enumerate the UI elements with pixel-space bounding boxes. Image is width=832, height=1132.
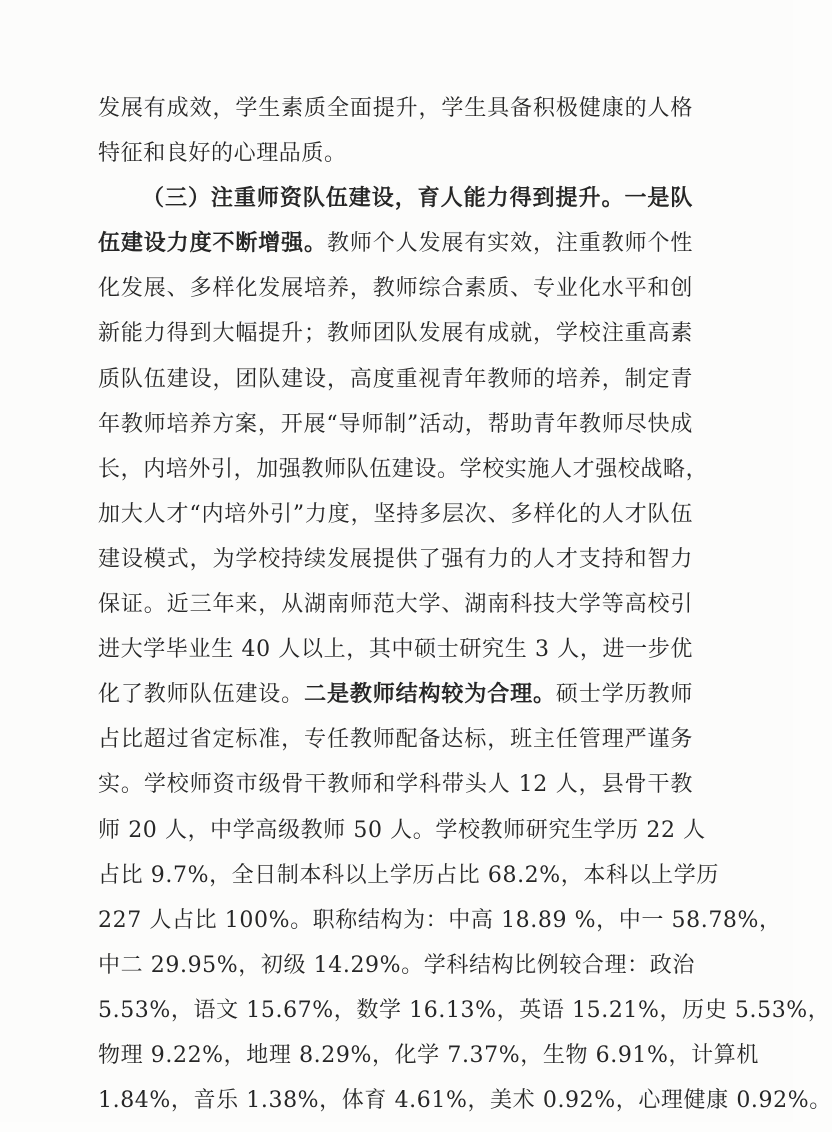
text-line: 进大学毕业生 40 人以上，其中硕士研究生 3 人，进一步优 bbox=[98, 637, 693, 663]
point-heading: 二是教师结构较为合理。 bbox=[304, 682, 556, 708]
point-heading: 伍建设力度不断增强。 bbox=[98, 231, 327, 257]
text-line: 师 20 人，中学高级教师 50 人。学校教师研究生学历 22 人 bbox=[98, 817, 706, 843]
text-span: 教师个人发展有实效，注重教师个性 bbox=[326, 231, 693, 257]
text-span: 硕士学历教师 bbox=[555, 682, 693, 708]
text-line: 质队伍建设，团队建设，高度重视青年教师的培养，制定青 bbox=[98, 366, 693, 392]
text-line: 建设模式，为学校持续发展提供了强有力的人才支持和智力 bbox=[98, 546, 693, 572]
text-line: 特征和良好的心理品质。 bbox=[98, 141, 347, 167]
text-line: 长，内培外引，加强教师队伍建设。学校实施人才强校战略， bbox=[98, 456, 709, 482]
body-text bbox=[98, 95, 832, 1132]
section-heading: （三）注重师资队伍建设，育人能力得到提升。一是队 bbox=[142, 186, 693, 212]
text-line: 5.53%，语文 15.67%，数学 16.13%，英语 15.21%，历史 5.53%， bbox=[98, 997, 831, 1023]
text-line: 新能力得到大幅提升；教师团队发展有成就，学校注重高素 bbox=[98, 321, 693, 347]
text-line: 占比 9.7%，全日制本科以上学历占比 68.2%，本科以上学历 bbox=[98, 862, 719, 888]
text-line: 发展有成效，学生素质全面提升，学生具备积极健康的人格 bbox=[98, 96, 693, 121]
section-heading-line bbox=[98, 185, 693, 213]
text-line: 227 人占比 100%。职称结构为：中高 18.89 %，中一 58.78%， bbox=[98, 907, 782, 933]
text-line bbox=[98, 230, 693, 258]
text-line: 1.84%，音乐 1.38%，体育 4.61%，美术 0.92%，心理健康 0.92%。 bbox=[98, 1088, 832, 1114]
text-line: 保证。近三年来，从湖南师范大学、湖南科技大学等高校引 bbox=[98, 592, 693, 618]
text-line: 占比超过省定标准，专任教师配备达标，班主任管理严谨务 bbox=[98, 727, 693, 753]
text-span: 化了教师队伍建设。 bbox=[98, 682, 305, 708]
text-line: 实。学校师资市级骨干教师和学科带头人 12 人，县骨干教 bbox=[98, 772, 693, 798]
text-line: 加大人才“内培外引”力度，坚持多层次、多样化的人才队伍 bbox=[98, 501, 693, 527]
text-line: 化发展、多样化发展培养，教师综合素质、专业化水平和创 bbox=[98, 276, 693, 302]
text-line bbox=[98, 681, 693, 709]
text-line: 中二 29.95%，初级 14.29%。学科结构比例较合理：政治 bbox=[98, 952, 695, 978]
text-line: 物理 9.22%，地理 8.29%，化学 7.37%，生物 6.91%，计算机 bbox=[98, 1042, 759, 1068]
text-line: 年教师培养方案，开展“导师制”活动，帮助青年教师尽快成 bbox=[98, 411, 693, 437]
